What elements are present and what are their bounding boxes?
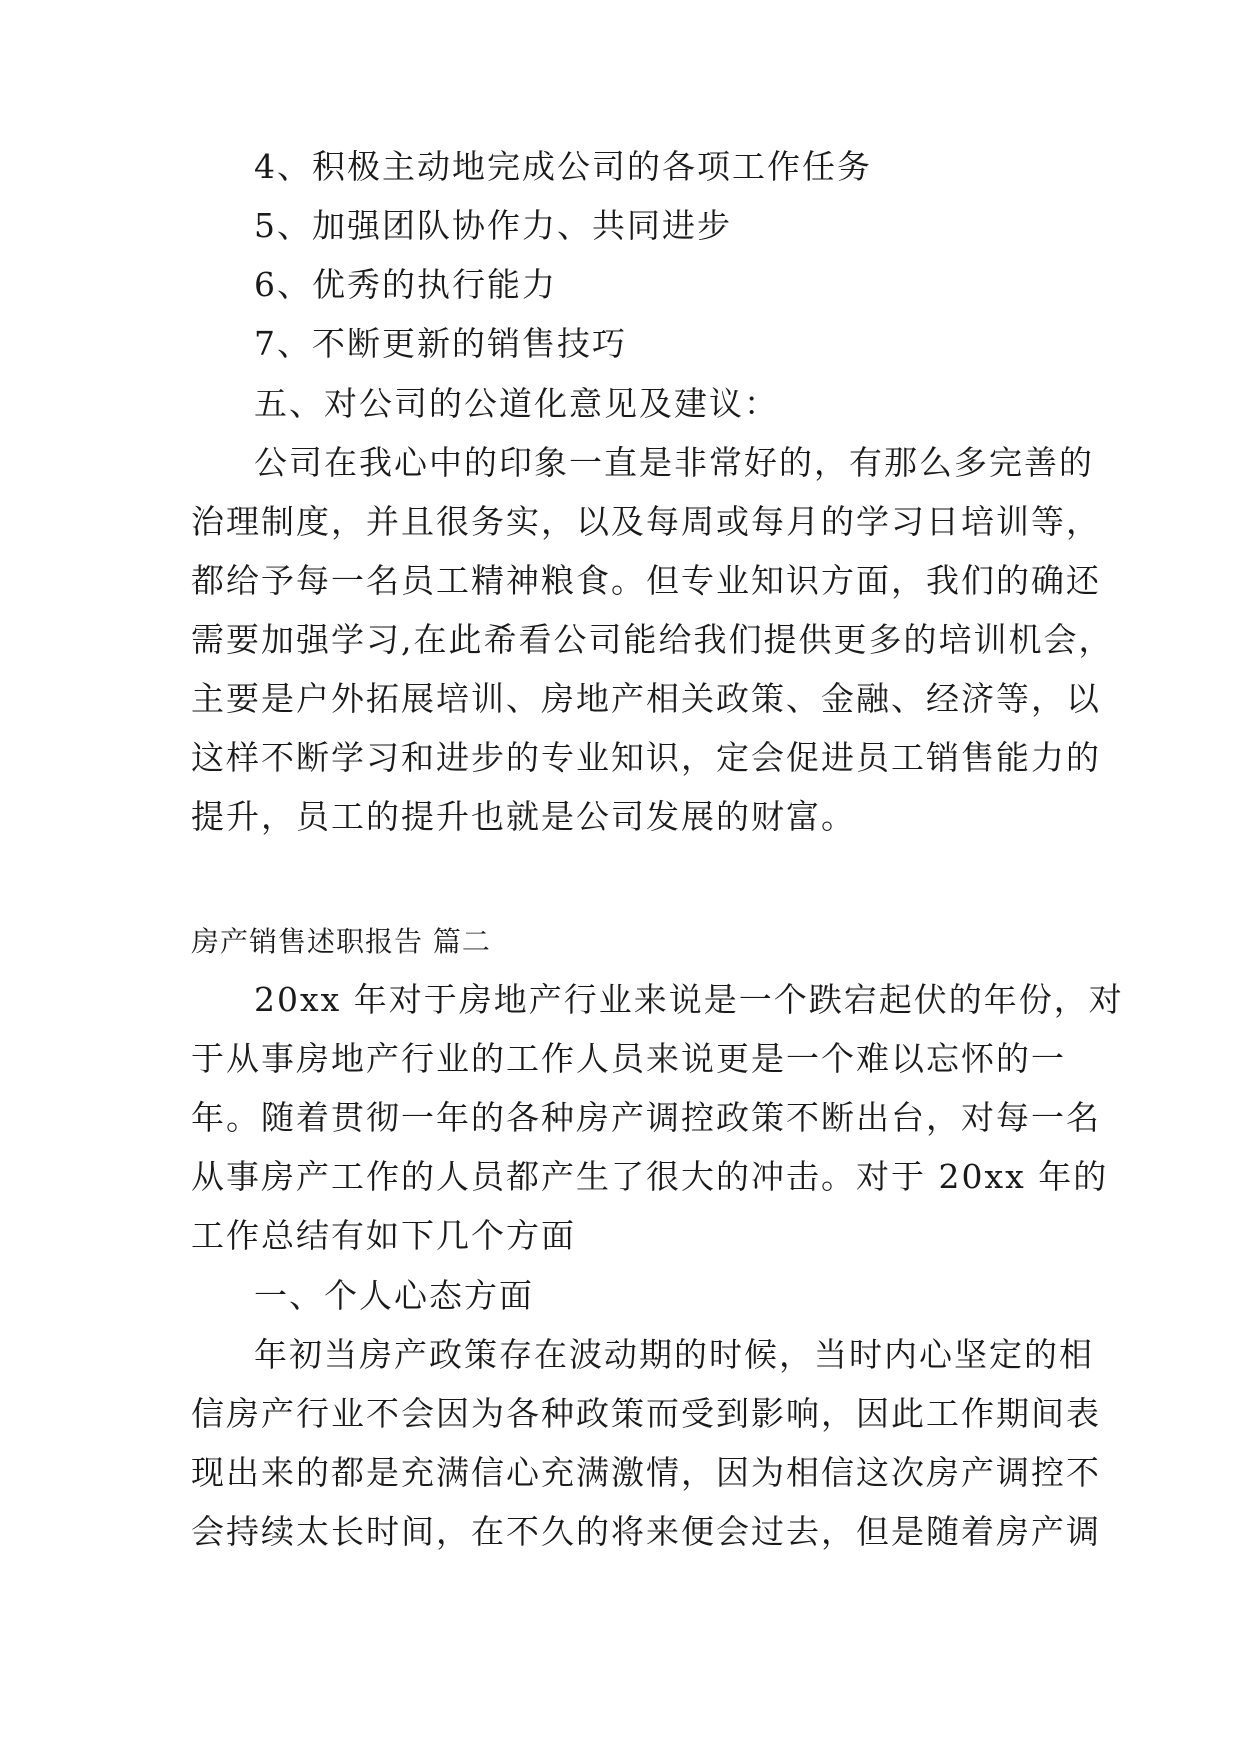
paragraph-line: 公司在我心中的印象一直是非常好的，有那么多完善的 bbox=[254, 443, 1094, 482]
paragraph-line: 年初当房产政策存在波动期的时候，当时内心坚定的相 bbox=[254, 1335, 1094, 1374]
list-item: 6、优秀的执行能力 bbox=[254, 265, 557, 304]
paragraph-line: 会持续太长时间，在不久的将来便会过去，但是随着房产调 bbox=[191, 1512, 1101, 1551]
paragraph-line: 年。随着贯彻一年的各种房产调控政策不断出台，对每一名 bbox=[191, 1098, 1101, 1137]
list-item: 7、不断更新的销售技巧 bbox=[254, 324, 627, 363]
section-title: 五、对公司的公道化意见及建议： bbox=[254, 384, 779, 423]
paragraph-line: 于从事房地产行业的工作人员来说更是一个难以忘怀的一 bbox=[191, 1039, 1066, 1078]
list-item: 5、加强团队协作力、共同进步 bbox=[254, 206, 732, 245]
paragraph-line: 信房产行业不会因为各种政策而受到影响，因此工作期间表 bbox=[191, 1394, 1101, 1433]
paragraph-line: 工作总结有如下几个方面 bbox=[191, 1216, 576, 1255]
list-item: 4、积极主动地完成公司的各项工作任务 bbox=[254, 147, 872, 186]
paragraph-line: 20xx 年对于房地产行业来说是一个跌宕起伏的年份，对 bbox=[254, 980, 1124, 1019]
paragraph-line: 主要是户外拓展培训、房地产相关政策、金融、经济等，以 bbox=[191, 679, 1101, 718]
paragraph-line: 现出来的都是充满信心充满激情，因为相信这次房产调控不 bbox=[191, 1453, 1101, 1492]
paragraph-line: 需要加强学习,在此希看公司能给我们提供更多的培训机会， bbox=[191, 620, 1114, 659]
paragraph-line: 都给予每一名员工精神粮食。但专业知识方面，我们的确还 bbox=[191, 561, 1101, 600]
paragraph-line: 这样不断学习和进步的专业知识，定会促进员工销售能力的 bbox=[191, 738, 1101, 777]
paragraph-line: 提升，员工的提升也就是公司发展的财富。 bbox=[191, 797, 856, 836]
paragraph-line: 治理制度，并且很务实，以及每周或每月的学习日培训等， bbox=[191, 502, 1101, 541]
paragraph-line: 从事房产工作的人员都产生了很大的冲击。对于 20xx 年的 bbox=[191, 1157, 1109, 1196]
section-title: 一、个人心态方面 bbox=[254, 1276, 534, 1315]
part-heading: 房产销售述职报告 篇二 bbox=[191, 925, 491, 958]
